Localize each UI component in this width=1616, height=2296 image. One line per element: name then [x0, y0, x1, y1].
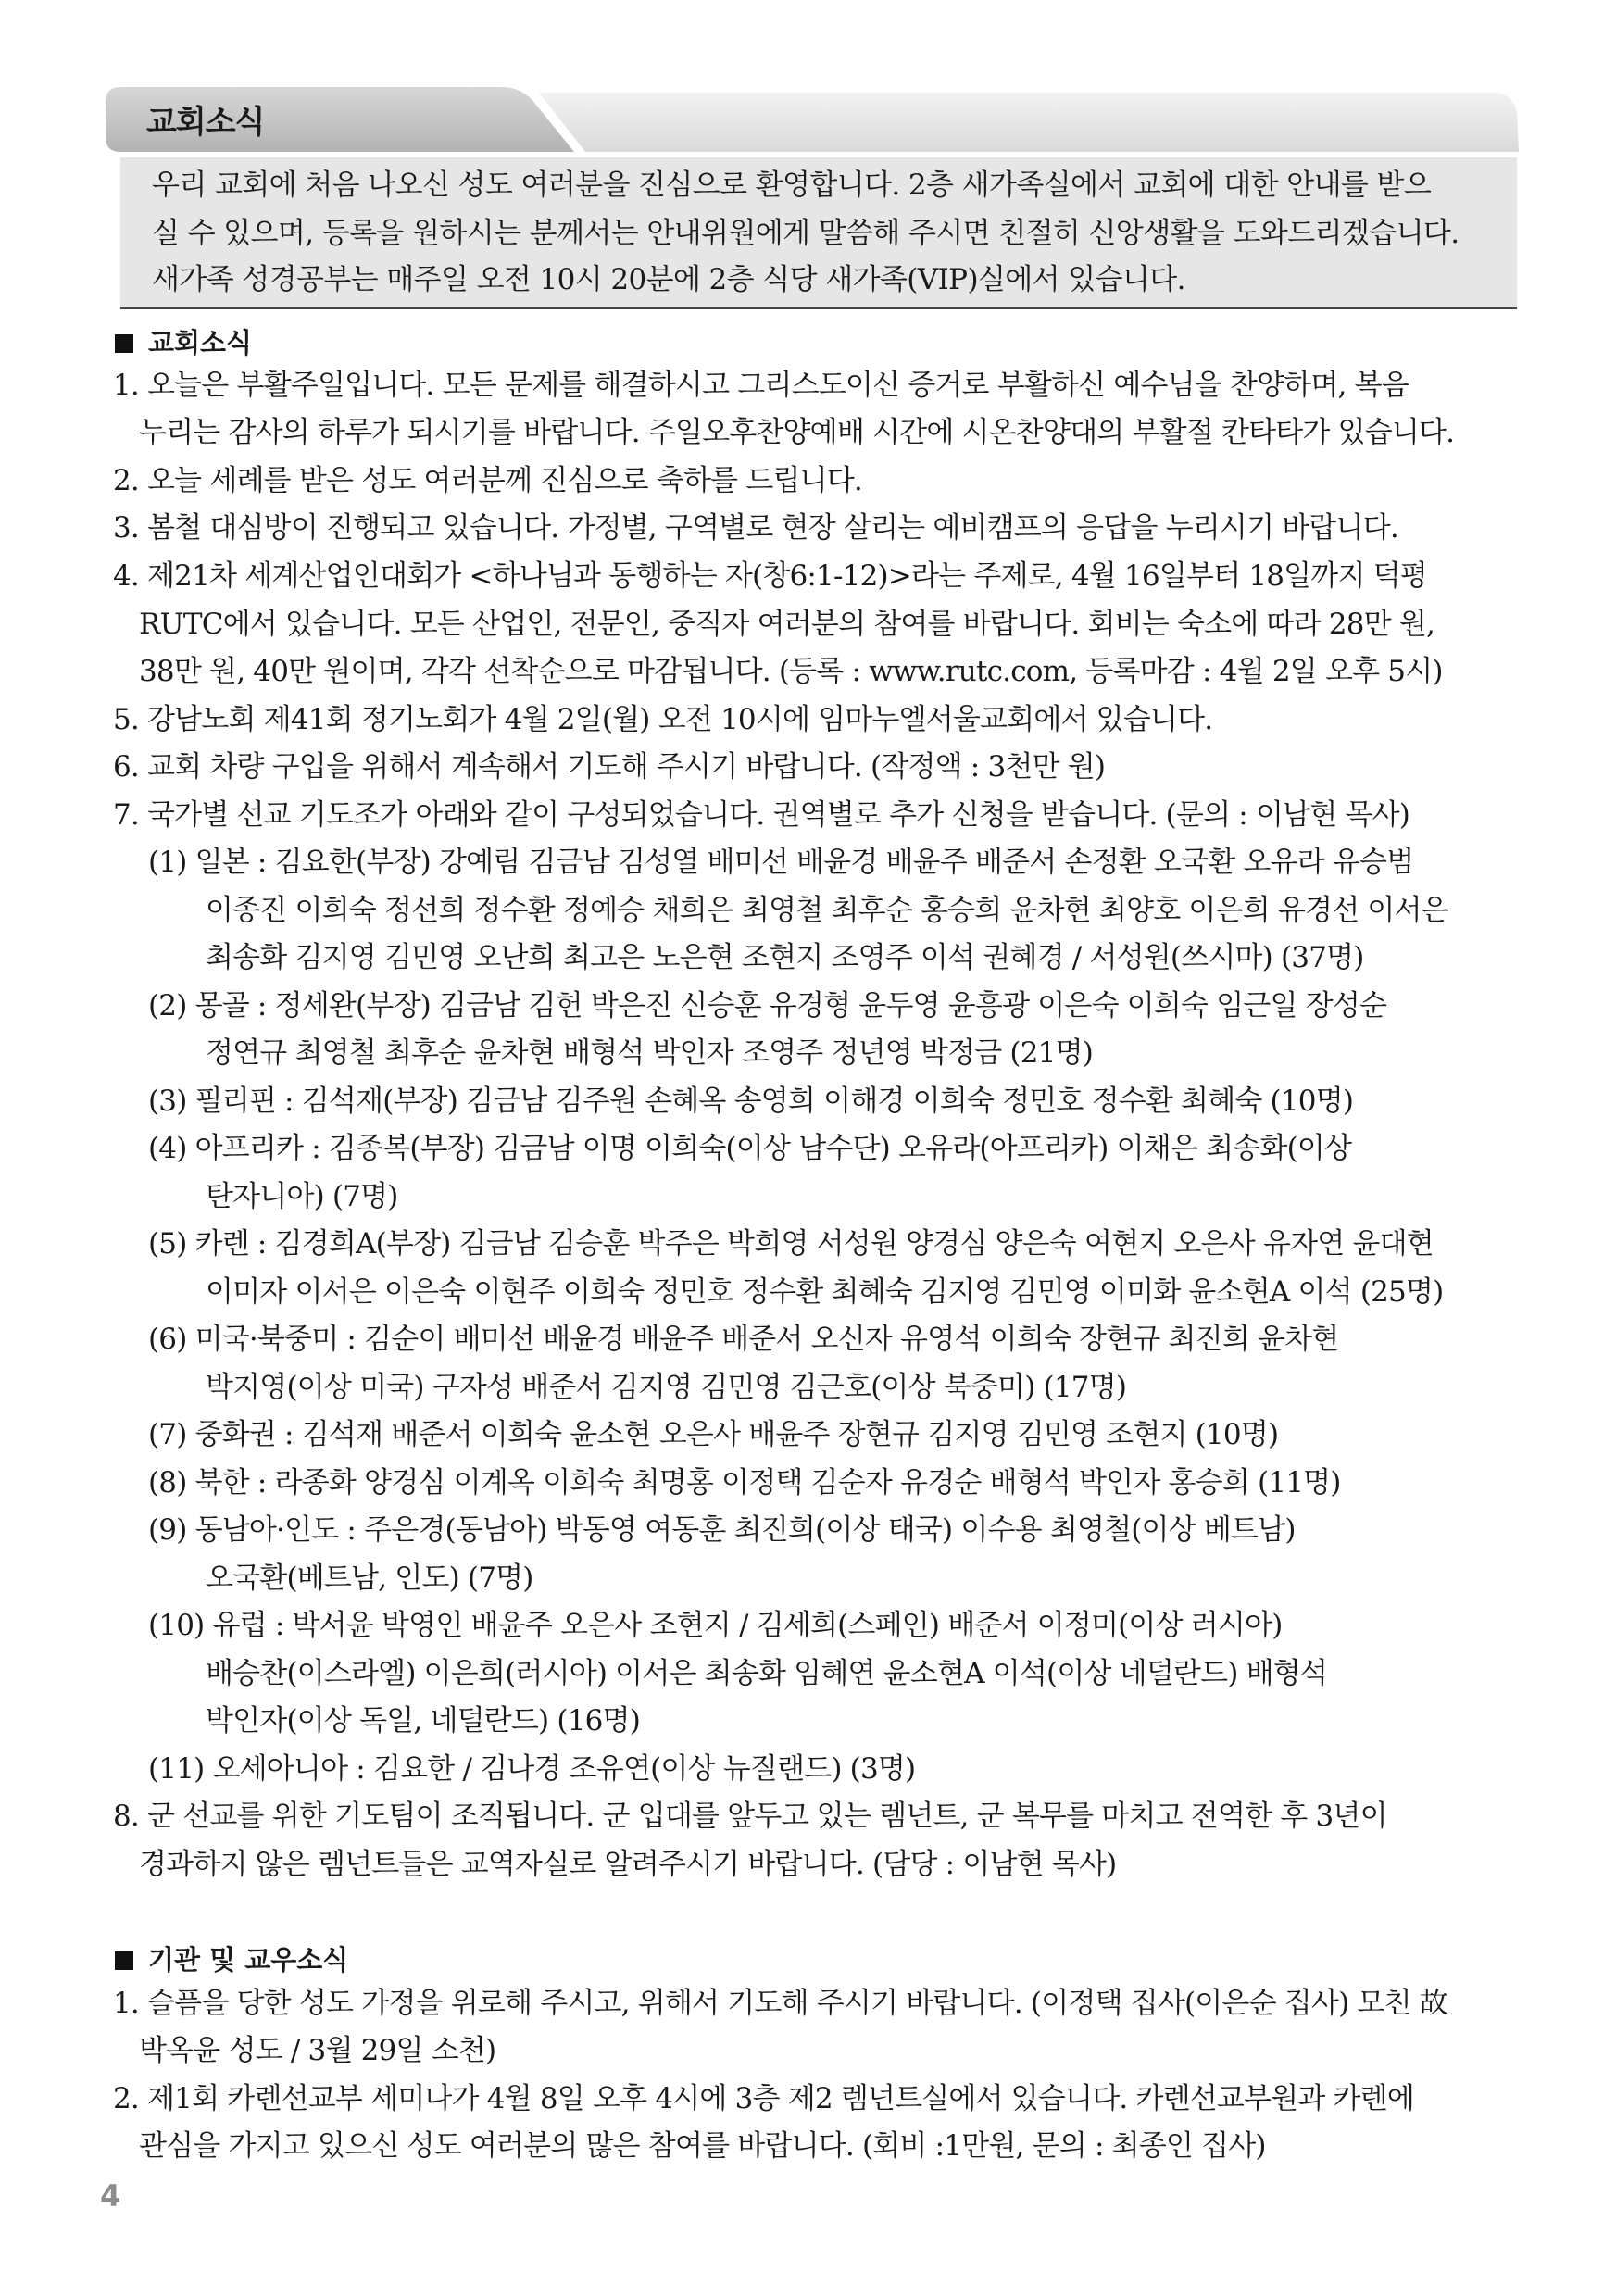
news-line: 4. 제21차 세계산업인대회가 <하나님과 동행하는 자(창6:1-12)>라는 주제로, 4월 16일부터 18일까지 덕평 [113, 559, 1427, 593]
news-line: 38만 원, 40만 원이며, 각각 선착순으로 마감됩니다. (등록 : www.rutc.com, 등록마감 : 4월 2일 오후 5시) [139, 655, 1443, 688]
news-line: (11) 오세아니아 : 김요한 / 김나경 조유연(이상 뉴질랜드) (3명) [148, 1752, 916, 1786]
news-line: (7) 중화권 : 김석재 배준서 이희숙 윤소현 오은사 배윤주 장현규 김지영 김민영 조현지 (10명) [148, 1418, 1279, 1451]
news-line: 정연규 최영철 최후순 윤차현 배형석 박인자 조영주 정년영 박정금 (21명) [206, 1036, 1094, 1070]
news-line: 이종진 이희숙 정선희 정수환 정예승 채희은 최영철 최후순 홍승희 윤차현 최양호 이은희 유경선 이서은 [206, 894, 1448, 927]
news-line: (5) 카렌 : 김경희A(부장) 김금남 김승훈 박주은 박희영 서성원 양경심 양은숙 여현지 오은사 유자연 윤대현 [148, 1227, 1434, 1261]
member-news-line: 2. 제1회 카렌선교부 세미나가 4월 8일 오후 4시에 3층 제2 렘넌트실에서 있습니다. 카렌선교부원과 카렌에 [113, 2082, 1414, 2115]
page-title: 교회소식 [146, 104, 265, 141]
member-news-line: 박옥윤 성도 / 3월 29일 소천) [139, 2034, 496, 2067]
news-line: 배승찬(이스라엘) 이은희(러시아) 이서은 최송화 임혜연 윤소현A 이석(이상 네덜란드) 배형석 [206, 1657, 1328, 1690]
news-line: 3. 봄철 대심방이 진행되고 있습니다. 가정별, 구역별로 현장 살리는 예비캠프의 응답을 누리시기 바랍니다. [113, 511, 1398, 545]
news-line: 이미자 이서은 이은숙 이현주 이희숙 정민호 정수환 최혜숙 김지영 김민영 이미화 윤소현A 이석 (25명) [206, 1275, 1444, 1309]
member-news-heading [115, 1939, 348, 1977]
news-line: 경과하지 않은 렘넌트들은 교역자실로 알려주시기 바랍니다. (담당 : 이남현 목사) [139, 1848, 1117, 1881]
news-line: (9) 동남아·인도 : 주은경(동남아) 박동영 여동훈 최진희(이상 태국) 이수용 최영철(이상 베트남) [148, 1513, 1296, 1547]
news-line: 최송화 김지영 김민영 오난희 최고은 노은현 조현지 조영주 이석 권혜경 / 서성원(쓰시마) (37명) [206, 941, 1364, 974]
news-line: 1. 오늘은 부활주일입니다. 모든 문제를 해결하시고 그리스도이신 증거로 부활하신 예수님을 찬양하며, 복음 [113, 369, 1409, 402]
news-line: RUTC에서 있습니다. 모든 산업인, 전문인, 중직자 여러분의 참여를 바랍니다. 회비는 숙소에 따라 28만 원, [139, 608, 1435, 641]
church-news-heading-label: 교회소식 [148, 327, 253, 358]
news-line: (10) 유럽 : 박서윤 박영인 배윤주 오은사 조현지 / 김세희(스페인) 배준서 이정미(이상 러시아) [148, 1609, 1283, 1642]
welcome-line: 새가족 성경공부는 매주일 오전 10시 20분에 2층 식당 새가족(VIP)실에서 있습니다. [152, 263, 1185, 296]
news-line: (2) 몽골 : 정세완(부장) 김금남 김헌 박은진 신승훈 유경형 윤두영 윤흥광 이은숙 이희숙 임근일 장성순 [148, 989, 1387, 1023]
header-tab-shape [104, 85, 1519, 152]
square-bullet-icon [115, 1951, 133, 1970]
news-line: 7. 국가별 선교 기도조가 아래와 같이 구성되었습니다. 권역별로 추가 신청을 받습니다. (문의 : 이남현 목사) [113, 798, 1410, 832]
news-line: 박지영(이상 미국) 구자성 배준서 김지영 김민영 김근호(이상 북중미) (17명) [206, 1371, 1127, 1404]
news-line: (1) 일본 : 김요한(부장) 강예림 김금남 김성열 배미선 배윤경 배윤주 배준서 손정환 오국환 오유라 유승범 [148, 846, 1414, 879]
welcome-line: 우리 교회에 처음 나오신 성도 여러분을 진심으로 환영합니다. 2층 새가족실에서 교회에 대한 안내를 받으 [152, 169, 1432, 202]
news-line: 누리는 감사의 하루가 되시기를 바랍니다. 주일오후찬양예배 시간에 시온찬양대의 부활절 칸타타가 있습니다. [139, 416, 1455, 449]
news-line: (8) 북한 : 라종화 양경심 이계옥 이희숙 최명홍 이정택 김순자 유경순 배형석 박인자 홍승희 (11명) [148, 1466, 1341, 1499]
news-line: 탄자니아) (7명) [206, 1180, 398, 1213]
news-line: 오국환(베트남, 인도) (7명) [206, 1562, 533, 1595]
member-news-line: 1. 슬픔을 당한 성도 가정을 위로해 주시고, 위해서 기도해 주시기 바랍니다. (이정택 집사(이은순 집사) 모친 故 [113, 1987, 1447, 2020]
welcome-notice-box [120, 157, 1517, 309]
square-bullet-icon [115, 334, 133, 353]
member-news-heading-label: 기관 및 교우소식 [148, 1944, 349, 1976]
member-news-line: 관심을 가지고 있으신 성도 여러분의 많은 참여를 바랍니다. (회비 :1만원, 문의 : 최종인 집사) [139, 2129, 1266, 2163]
church-news-heading [115, 322, 252, 360]
news-line: (3) 필리핀 : 김석재(부장) 김금남 김주원 손혜옥 송영희 이해경 이희숙 정민호 정수환 최혜숙 (10명) [148, 1085, 1354, 1118]
welcome-line: 실 수 있으며, 등록을 원하시는 분께서는 안내위원에게 말씀해 주시면 친절히 신앙생활을 도와드리겠습니다. [152, 217, 1459, 250]
news-line: 8. 군 선교를 위한 기도팀이 조직됩니다. 군 입대를 앞두고 있는 렘넌트, 군 복무를 마치고 전역한 후 3년이 [113, 1800, 1387, 1833]
section-header [104, 85, 1519, 152]
news-line: 6. 교회 차량 구입을 위해서 계속해서 기도해 주시기 바랍니다. (작정액 : 3천만 원) [113, 750, 1106, 784]
news-line: (4) 아프리카 : 김종복(부장) 김금남 이명 이희숙(이상 남수단) 오유라(아프리카) 이채은 최송화(이상 [148, 1132, 1352, 1165]
news-line: 박인자(이상 독일, 네덜란드) (16명) [206, 1704, 640, 1738]
news-line: (6) 미국·북중미 : 김순이 배미선 배윤경 배윤주 배준서 오신자 유영석 이희숙 장현규 최진희 윤차현 [148, 1323, 1339, 1356]
news-line: 2. 오늘 세례를 받은 성도 여러분께 진심으로 축하를 드립니다. [113, 464, 862, 497]
page-number: 4 [100, 2178, 121, 2214]
news-line: 5. 강남노회 제41회 정기노회가 4월 2일(월) 오전 10시에 임마누엘서울교회에서 있습니다. [113, 703, 1213, 736]
